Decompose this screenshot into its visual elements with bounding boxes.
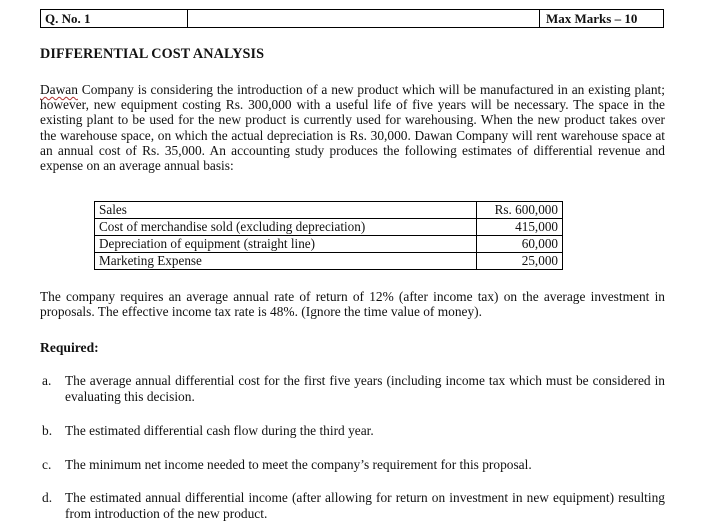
row-label: Cost of merchandise sold (excluding depreciation) [95,219,477,236]
item-text: The estimated annual differential income (after allowing for return on investment in new equipment) resulting from introduction of the new product. [65,490,665,521]
list-item [40,423,665,439]
item-letter: a. [42,373,52,388]
question-number: Q. No. 1 [41,10,188,28]
row-amount: 25,000 [477,253,563,270]
table-row [95,219,563,236]
row-label: Sales [95,202,477,219]
row-amount: 415,000 [477,219,563,236]
list-item [40,457,665,473]
item-text: The estimated differential cash flow during the third year. [65,423,374,438]
item-letter: d. [42,490,53,505]
required-heading: Required: [40,340,99,355]
item-letter: c. [42,457,52,472]
intro-paragraph [40,82,665,173]
estimates-table [94,201,563,270]
question-header [40,9,664,28]
conditions-paragraph: The company requires an average annual rate of return of 12% (after income tax) on the average investment in proposals. The effective income tax rate is 48%. (Ignore the time value of money). [40,289,665,320]
table-row [95,253,563,270]
item-letter: b. [42,423,53,438]
row-amount: Rs. 600,000 [477,202,563,219]
intro-text: Company is considering the introduction of a new product which will be manufactured in an existing plant; however, new equipment costing Rs. 300,000 with a useful life of five years will be necessary. The space in the existing plant to be used for the new product is currently used for warehousing. When the new product takes over the warehouse space, on which the actual depreciation is Rs. 30,000. Dawan Company will rent warehouse space at an annual cost of Rs. 35,000. An accounting study produces the following estimates of differential revenue and expense on an average annual basis: [40,82,665,174]
table-row [95,202,563,219]
row-label: Depreciation of equipment (straight line) [95,236,477,253]
list-item [40,373,665,405]
item-text: The minimum net income needed to meet the company’s requirement for this proposal. [65,457,532,472]
max-marks: Max Marks – 10 [540,10,664,28]
company-name: Dawan [40,82,78,97]
item-text: The average annual differential cost for the first five years (including income tax which must be considered in evaluating this decision. [65,373,665,404]
list-item [40,490,665,522]
header-middle-cell [188,10,540,28]
table-row [95,236,563,253]
document-title: DIFFERENTIAL COST ANALYSIS [40,46,265,62]
row-amount: 60,000 [477,236,563,253]
row-label: Marketing Expense [95,253,477,270]
